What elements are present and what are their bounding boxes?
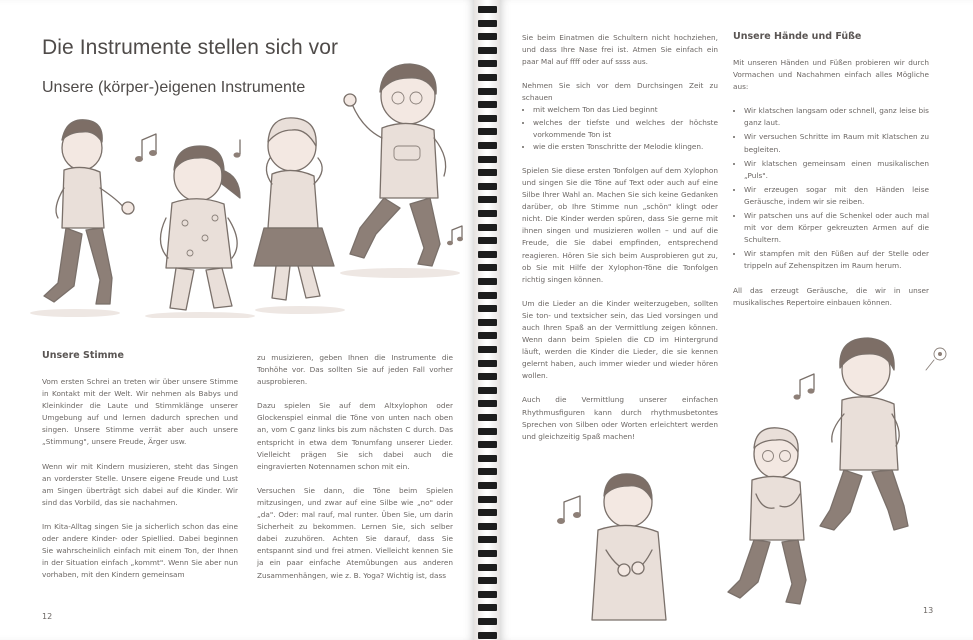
- binding-ring: [478, 88, 497, 95]
- paragraph: Spielen Sie diese ersten Tonfolgen auf dem Xylophon und singen Sie die Töne auf Text oder auch auf eine Silbe Ihrer Wahl an. Machen Sie sich keine Gedanken darüber, ob Ihre Stimme nun „schön" klingt oder nicht. Die Kinder werden spüren, dass Sie gerne mit ihnen singen und musizieren wollen – und auf die Freude, die Sie dabei empfinden, entsprechend reagieren. Hören Sie sich beim Ausprobieren gut zu, ob Sie mit Hilfe der Xylophon-Töne die Tonfolgen richtig singen können.: [522, 165, 718, 284]
- binding-ring: [478, 536, 497, 543]
- section-heading-haende: Unsere Hände und Füße: [733, 31, 862, 42]
- list-item: • Wir klatschen langsam oder schnell, ganz leise bis ganz laut.: [744, 105, 929, 129]
- binding-ring: [478, 591, 497, 598]
- list-item: • Wir klatschen gemeinsam einen musikalischen „Puls".: [744, 158, 929, 182]
- paragraph: Wenn wir mit Kindern musizieren, steht das Singen an vorderster Stelle. Unsere eigene Freude und Lust am Singen überträgt sich dabei auf die Kinder. Wir sind das Vorbild, das sie nachahmen.: [42, 461, 238, 507]
- section-heading-stimme: Unsere Stimme: [42, 350, 124, 361]
- binding-ring: [478, 20, 497, 27]
- binding-ring: [478, 632, 497, 639]
- paragraph: Vom ersten Schrei an treten wir über unsere Stimme in Kontakt mit der Welt. Wir nehmen als Babys und Kleinkinder die Laute und Stimmklänge unserer Umgebung auf und lernen dadurch sprechen und singen. Unsere Stimme verrät aber auch unsere „Stimmung", unsere Freude, Ärger usw.: [42, 377, 238, 447]
- binding-ring: [478, 33, 497, 40]
- binding-ring: [478, 74, 497, 81]
- music-note-icon: [794, 374, 815, 400]
- binding-ring: [478, 523, 497, 530]
- list-item: • wie die ersten Tonschritte der Melodie klingen.: [533, 141, 718, 153]
- paragraph: Mit unseren Händen und Füßen probieren wir durch Vormachen und Nachahmen einfach alles Mögliche aus:: [733, 58, 929, 92]
- binding-ring: [478, 441, 497, 448]
- binding-ring: [478, 414, 497, 421]
- paragraph: Dazu spielen Sie auf dem Altxylophon oder Glockenspiel einmal die Töne von unten nach oben an, vom C ganz links bis zum nächsten C durch. Das entspricht in etwa dem Tonumfang unserer Lieder. Vielleicht prägen Sie sich dabei auch die eingravierten Notennamen schon mit ein.: [257, 401, 453, 471]
- binding-ring: [478, 550, 497, 557]
- bullet-list: [522, 104, 718, 152]
- binding-ring: [478, 6, 497, 13]
- binding-ring: [478, 577, 497, 584]
- binding-ring: [478, 618, 497, 625]
- child-girl-glasses: [728, 428, 806, 604]
- binding-ring: [478, 47, 497, 54]
- music-note-icon: [135, 134, 157, 162]
- bullet-list: [733, 105, 929, 272]
- binding-ring: [478, 142, 497, 149]
- binding-ring: [478, 224, 497, 231]
- binding-ring: [478, 604, 497, 611]
- binding-ring: [478, 496, 497, 503]
- binding-ring: [478, 210, 497, 217]
- left-column-2: [257, 352, 453, 594]
- paragraph: Sie beim Einatmen die Schultern nicht hochziehen, und dass Ihre Nase frei ist. Atmen Sie einfach ein paar Mal auf ffff oder auf ssss aus.: [522, 33, 718, 67]
- binding-ring: [478, 482, 497, 489]
- binding-ring: [478, 196, 497, 203]
- binding-ring: [478, 183, 497, 190]
- binding-ring: [478, 360, 497, 367]
- binding-ring: [478, 332, 497, 339]
- child-girl-pigtails: [160, 146, 240, 310]
- binding-ring: [478, 564, 497, 571]
- music-note-icon: [557, 496, 581, 524]
- binding-ring: [478, 237, 497, 244]
- binding-ring: [478, 169, 497, 176]
- binding-ring: [478, 455, 497, 462]
- left-column-1: [42, 376, 238, 593]
- list-item: • Wir versuchen Schritte im Raum mit Klatschen zu begleiten.: [744, 131, 929, 155]
- paragraph: Um die Lieder an die Kinder weiterzugeben, sollten Sie ton- und textsicher sein, das Lied vorsingen und auch Ihren Spaß an der Vermittlung zeigen können. Wenn dann beim Spielen die CD im Hintergrund läuft, werden die Kinder die Lieder, die sie kennen gelernt haben, auch immer wieder und wieder hören wollen.: [522, 298, 718, 381]
- child-boy-curly: [820, 338, 908, 530]
- page-number-left: 12: [42, 612, 53, 621]
- list-item: • Wir erzeugen sogar mit den Händen leise Geräusche, indem wir sie reiben.: [744, 184, 929, 208]
- list-item: • Wir stampfen mit den Füßen auf der Stelle oder trippeln auf Zehenspitzen im Raum herum.: [744, 248, 929, 272]
- list-item: • mit welchem Ton das Lied beginnt: [533, 104, 718, 116]
- binding-ring: [478, 128, 497, 135]
- music-note-icon: [447, 226, 463, 245]
- page-subtitle: Unsere (körper-)eigenen Instrumente: [42, 79, 306, 96]
- binding-ring: [478, 373, 497, 380]
- list-item: • Wir patschen uns auf die Schenkel oder auch mal mit vor dem Körper gekreuzten Armen auf die Schultern.: [744, 210, 929, 246]
- child-boy-glasses: [344, 64, 446, 266]
- right-page: [500, 0, 973, 640]
- child-boy-left: [44, 120, 134, 304]
- binding-ring: [478, 319, 497, 326]
- binding-ring: [478, 278, 497, 285]
- binding-ring: [478, 509, 497, 516]
- page-number-right: 13: [923, 606, 934, 615]
- clapping-children-illustration: [500, 330, 973, 640]
- binding-ring: [478, 60, 497, 67]
- binding-ring: [478, 346, 497, 353]
- paragraph: Auch die Vermittlung unserer einfachen Rhythmusfiguren kann durch rhythmusbetontes Sprechen von Silben oder Worten erleichtert werden und gleichzeitig Spaß machen!: [522, 395, 718, 441]
- left-page: [0, 0, 474, 640]
- paragraph: Nehmen Sie sich vor dem Durchsingen Zeit zu schauen: [522, 81, 718, 103]
- dancing-children-illustration: [0, 58, 474, 318]
- right-column-2: [733, 57, 929, 321]
- binding-ring: [478, 251, 497, 258]
- paragraph: Versuchen Sie dann, die Töne beim Spielen mitzusingen, und zwar auf eine Silbe wie „no" oder „da". Oder: mal rauf, mal runter. Üben Sie, um darin Sicherheit zu bekommen. Lernen Sie, sich selber dabei zuzuhören. Achten Sie darauf, dass Sie entspannt sind und frei atmen. Vielleicht kennen Sie ja ein paar einfache Atemübungen aus anderen Zusammenhängen, wie z. B. Yoga? Wichtig ist, dass: [257, 485, 453, 580]
- child-boy-clapping: [592, 474, 666, 620]
- paragraph: Im Kita-Alltag singen Sie ja sicherlich schon das eine oder andere Kinder- oder Spiellied. Dabei beginnen Sie wahrscheinlich einfach mit einem Ton, der Ihnen in der Situation einfach „kommt". Wenn Sie aber nun vorhaben, mit den Kindern gemeinsam: [42, 521, 238, 580]
- binding-ring: [478, 264, 497, 271]
- binding-ring: [478, 400, 497, 407]
- binding-ring: [478, 428, 497, 435]
- binding-ring: [478, 115, 497, 122]
- paragraph: All das erzeugt Geräusche, die wir in unser musikalisches Repertoire einbauen können.: [733, 285, 929, 307]
- list-item: • welches der tiefste und welches der höchste vorkommende Ton ist: [533, 117, 718, 141]
- flower-icon: [926, 348, 946, 370]
- binding-ring: [478, 156, 497, 163]
- binding-ring: [478, 305, 497, 312]
- page-title: Die Instrumente stellen sich vor: [42, 36, 339, 59]
- paragraph: zu musizieren, geben Ihnen die Instrumente die Tonhöhe vor. Das sollten Sie auf jeden Fall vorher ausprobieren.: [257, 353, 453, 387]
- binding-ring: [478, 387, 497, 394]
- child-girl-skirt: [254, 118, 334, 300]
- binding-ring: [478, 292, 497, 299]
- binding-ring: [478, 468, 497, 475]
- binding-ring: [478, 101, 497, 108]
